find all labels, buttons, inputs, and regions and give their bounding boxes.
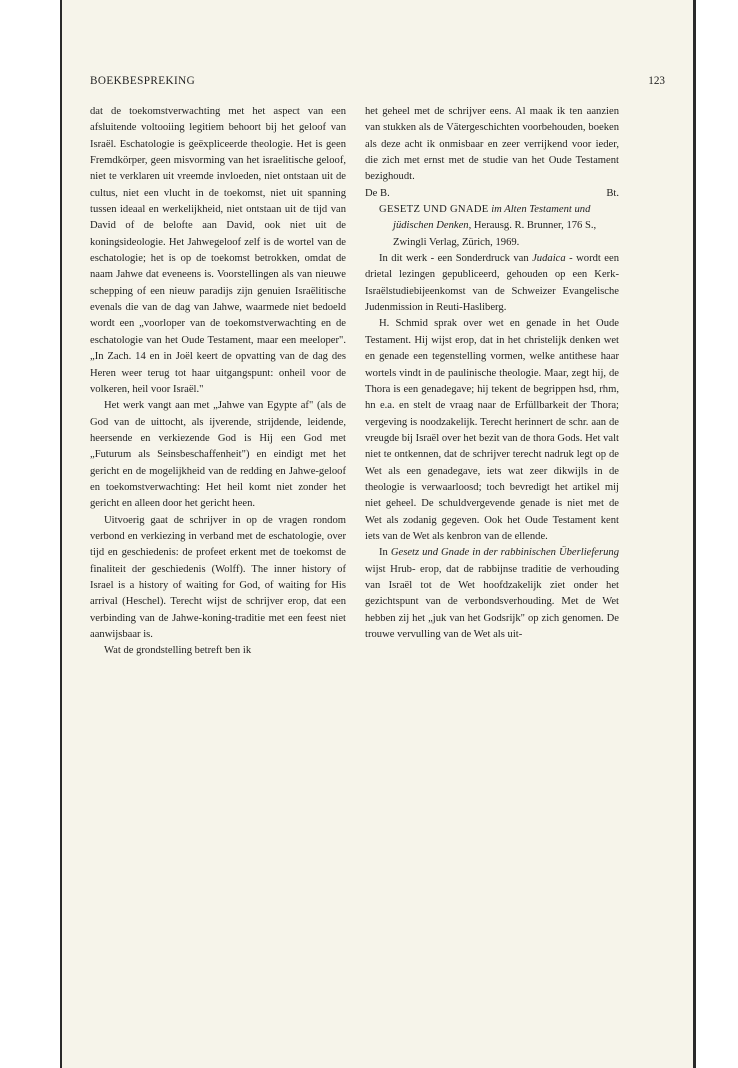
right-paragraph-3: H. Schmid sprak over wet en genade in het Oude Testament. Hij wijst erop, dat in het christelijk denken wet en genade een tegenstelling vormen, welke antithese haar wortels vindt in de paulinische theologie. Maar, zegt hij, de Thora is een genadegave; hij tekent de begrippen hsd, rhm, hn e.a. en stelt de vraag naar de Erfüllbarkeit der Thora; vergeving is noodzakelijk. Terecht herinnert de schr. aan de vreugde bij Israël over het bezit van de thora Gods. Het valt niet te ontkennen, dat de schrijver terecht nadruk legt op de Wet als een genadegave, iets wat zeer dikwijls in de theologie is verwaarloosd; toch bevredigt het artikel mij niet geheel. De schuldvergevende genade is niet met de Wet als zodanig gegeven. Ook het Oude Testament kent iets van de Wet als kenbron van de ellende.: [365, 318, 619, 542]
page-header: [90, 75, 665, 91]
review-details: Herausg. R. Brunner, 176 S., Zwingli Verlag, Zürich, 1969.: [393, 220, 597, 248]
right-paragraph-2: In dit werk - een Sonderdruck van Judaica - wordt een drietal lezingen gepubliceerd, gehouden op een Kerk-Israëlstudiebijeenkomst van de Schweizer Evangelische Judenmission in Reuti-Hasliberg.: [365, 253, 619, 314]
right-column: [365, 104, 619, 643]
review-signature: [365, 186, 619, 202]
signature-right: Bt.: [606, 187, 619, 199]
right-paragraph-1: het geheel met de schrijver eens. Al maak ik ten aanzien van stukken als de Vätergeschichten voorbehouden, boeken als deze acht ik onmisbaar en zeer verrijkend voor ieder, die zich met ernst met de studie van het Oude Testament bezighoudt.: [365, 106, 619, 183]
left-paragraph-3: Uitvoerig gaat de schrijver in op de vragen rondom verbond en verkiezing in verband met de eschatologie, over tijd en geschiedenis: de profeet erkent met de toekomst de finaliteit der geschiedenis (Wolff). The inner history of Israel is a history of waiting for God, of waiting for His arrival (Heschel). Terecht wijst de schrijver erop, dat een verbinding van de Jahwe-koning-traditie met een feest niet aanwijsbaar is.: [90, 514, 346, 640]
left-column: [90, 104, 346, 660]
review-heading: [365, 202, 619, 251]
book-page: [60, 0, 696, 1068]
left-paragraph-2: Het werk vangt aan met „Jahwe van Egypte af" (als de God van de uittocht, als ijverende, strijdende, leidende, heersende en verkiezende God is Hij een God met „Futurum als Seinsbeschaffenheit") en eindigt met het gericht en de mogelijkheid van de redding en Jahwe-geloof en toekomstverwachting: Het heil komt niet zonder het gericht en alleen door het gericht heen.: [90, 400, 346, 510]
page-number: 123: [648, 75, 665, 87]
left-paragraph-4: Wat de grondstelling betreft ben ik: [104, 645, 252, 657]
review-title-italic: im Alten Testament und jüdischen Denken,: [393, 204, 591, 232]
judaica-title: Judaica: [532, 253, 566, 265]
review-title: GESETZ UND GNADE: [379, 204, 489, 216]
right-paragraph-4: In Gesetz und Gnade in der rabbinischen Überlieferung wijst Hrub- erop, dat de rabbijnse traditie de verhouding van Israël tot de Wet hoofdzakelijk ziet onder het gezichtspunt van de verbondsverhouding. Met de Wet hebben zij het „juk van het Godsrijk" op zich genomen. De trouwe vervulling van de Wet als uit-: [365, 547, 619, 640]
left-paragraph-1: dat de toekomstverwachting met het aspect van een afsluitende voltooiing legitiem behoort bij het geloof van Israël. Eschatologie is geëxpliceerde theologie. Het is geen Fremdkörper, geen misvorming van het israelitische geloof, niet te verklaren uit vreemde invloeden, niet ontstaan uit de cultus, niet een vlucht in de toekomst, niet uit spanning tussen ideaal en werkelijkheid, niet ontstaan uit de tijd van David of de belofte aan David, ook niet uit de koningsideologie. Het Jahwegeloof zelf is de wortel van de eschatologie; het is op de toekomst betrokken, omdat de naam Jahwe dat eveneens is. Voorstellingen als van nieuwe schepping of een nieuw paradijs zijn genuien Israëlitische evenals die van de dag van Jahwe, waarmede niet bedoeld wordt een „voorloper van de toekomstverwachting en de eschatologie van het Oude Testament, maar een meeloper". „In Zach. 14 en in Joël keert de opvatting van de dag des Heren weer terug tot haar uitgangspunt: onheil voor de volkeren, heil voor Israël.": [90, 106, 346, 395]
running-head: BOEKBESPREKING: [90, 75, 196, 87]
signature-left: De B.: [365, 187, 390, 199]
lecture-title: Gesetz und Gnade in der rabbinischen Überlieferung: [390, 547, 619, 559]
